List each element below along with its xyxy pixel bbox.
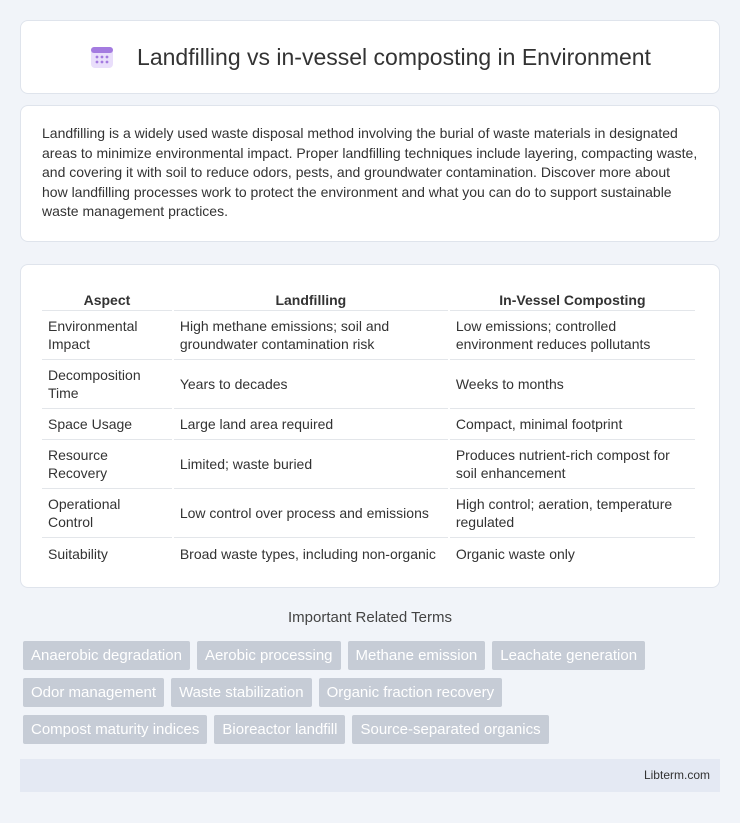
- table-cell-aspect: Space Usage: [42, 409, 172, 440]
- intro-text: Landfilling is a widely used waste disposal method involving the burial of waste materials in designated areas to minimize environmental impact. Proper landfilling techniques include layering, compacting waste, and covering it with soil to reduce odors, pests, and groundwater contamination. Discover more about how landfilling processes work to protect the environment and what you can do to support sustainable waste management practices.: [42, 125, 698, 220]
- table-cell-aspect: Decomposition Time: [42, 360, 172, 409]
- tag-row: [23, 641, 723, 670]
- header-aspect: Aspect: [42, 285, 172, 311]
- table-cell-landfilling: Years to decades: [174, 360, 448, 409]
- page-title: Landfilling vs in-vessel composting in Environment: [137, 43, 651, 70]
- comparison-table: [40, 285, 697, 569]
- header-in-vessel-composting: In-Vessel Composting: [450, 285, 695, 311]
- table-cell-in-vessel: Compact, minimal footprint: [450, 409, 695, 440]
- related-terms-tags: [23, 641, 723, 752]
- table-cell-aspect: Operational Control: [42, 489, 172, 538]
- table-cell-aspect: Suitability: [48, 545, 108, 562]
- tag[interactable]: Compost maturity indices: [23, 715, 207, 744]
- tag[interactable]: Aerobic processing: [197, 641, 341, 670]
- tag-row: [23, 715, 723, 744]
- tag[interactable]: Waste stabilization: [171, 678, 312, 707]
- table-cell-in-vessel: Low emissions; controlled environment reduces pollutants: [450, 311, 695, 360]
- tag[interactable]: Odor management: [23, 678, 164, 707]
- tag[interactable]: Leachate generation: [492, 641, 645, 670]
- comparison-card: [20, 264, 720, 588]
- table-cell-in-vessel: Produces nutrient-rich compost for soil enhancement: [450, 440, 695, 489]
- header-landfilling: Landfilling: [174, 285, 448, 311]
- tag[interactable]: Organic fraction recovery: [319, 678, 503, 707]
- footer-brand-link[interactable]: Libterm.com: [643, 768, 710, 782]
- table-header-row: [42, 285, 695, 311]
- title-card: [20, 20, 720, 94]
- table-cell-in-vessel: Weeks to months: [450, 360, 695, 409]
- table-cell-landfilling: Low control over process and emissions: [174, 489, 448, 538]
- table-cell-aspect: Resource Recovery: [42, 440, 172, 489]
- table-row: [42, 489, 695, 538]
- table-cell-aspect: Environmental Impact: [42, 311, 172, 360]
- table-cell-in-vessel: High control; aeration, temperature regulated: [450, 489, 695, 538]
- tag[interactable]: Bioreactor landfill: [214, 715, 345, 744]
- tag[interactable]: Source-separated organics: [352, 715, 548, 744]
- table-row: [42, 409, 695, 440]
- table-cell-in-vessel: Organic waste only: [455, 545, 575, 562]
- table-row: [42, 311, 695, 360]
- table-cell-landfilling: High methane emissions; soil and groundwater contamination risk: [174, 311, 448, 360]
- intro-card: [20, 105, 720, 242]
- related-terms-title: Important Related Terms: [288, 609, 452, 626]
- table-row: [42, 440, 695, 489]
- table-cell-landfilling: Broad waste types, including non-organic: [179, 545, 436, 562]
- tag[interactable]: Methane emission: [348, 641, 486, 670]
- table-row: [42, 538, 695, 569]
- table-row: [42, 360, 695, 409]
- footer: [20, 759, 720, 792]
- tag-row: [23, 678, 723, 707]
- tag[interactable]: Anaerobic degradation: [23, 641, 190, 670]
- table-cell-landfilling: Limited; waste buried: [174, 440, 448, 489]
- calendar-icon: [89, 44, 115, 70]
- table-cell-landfilling: Large land area required: [174, 409, 448, 440]
